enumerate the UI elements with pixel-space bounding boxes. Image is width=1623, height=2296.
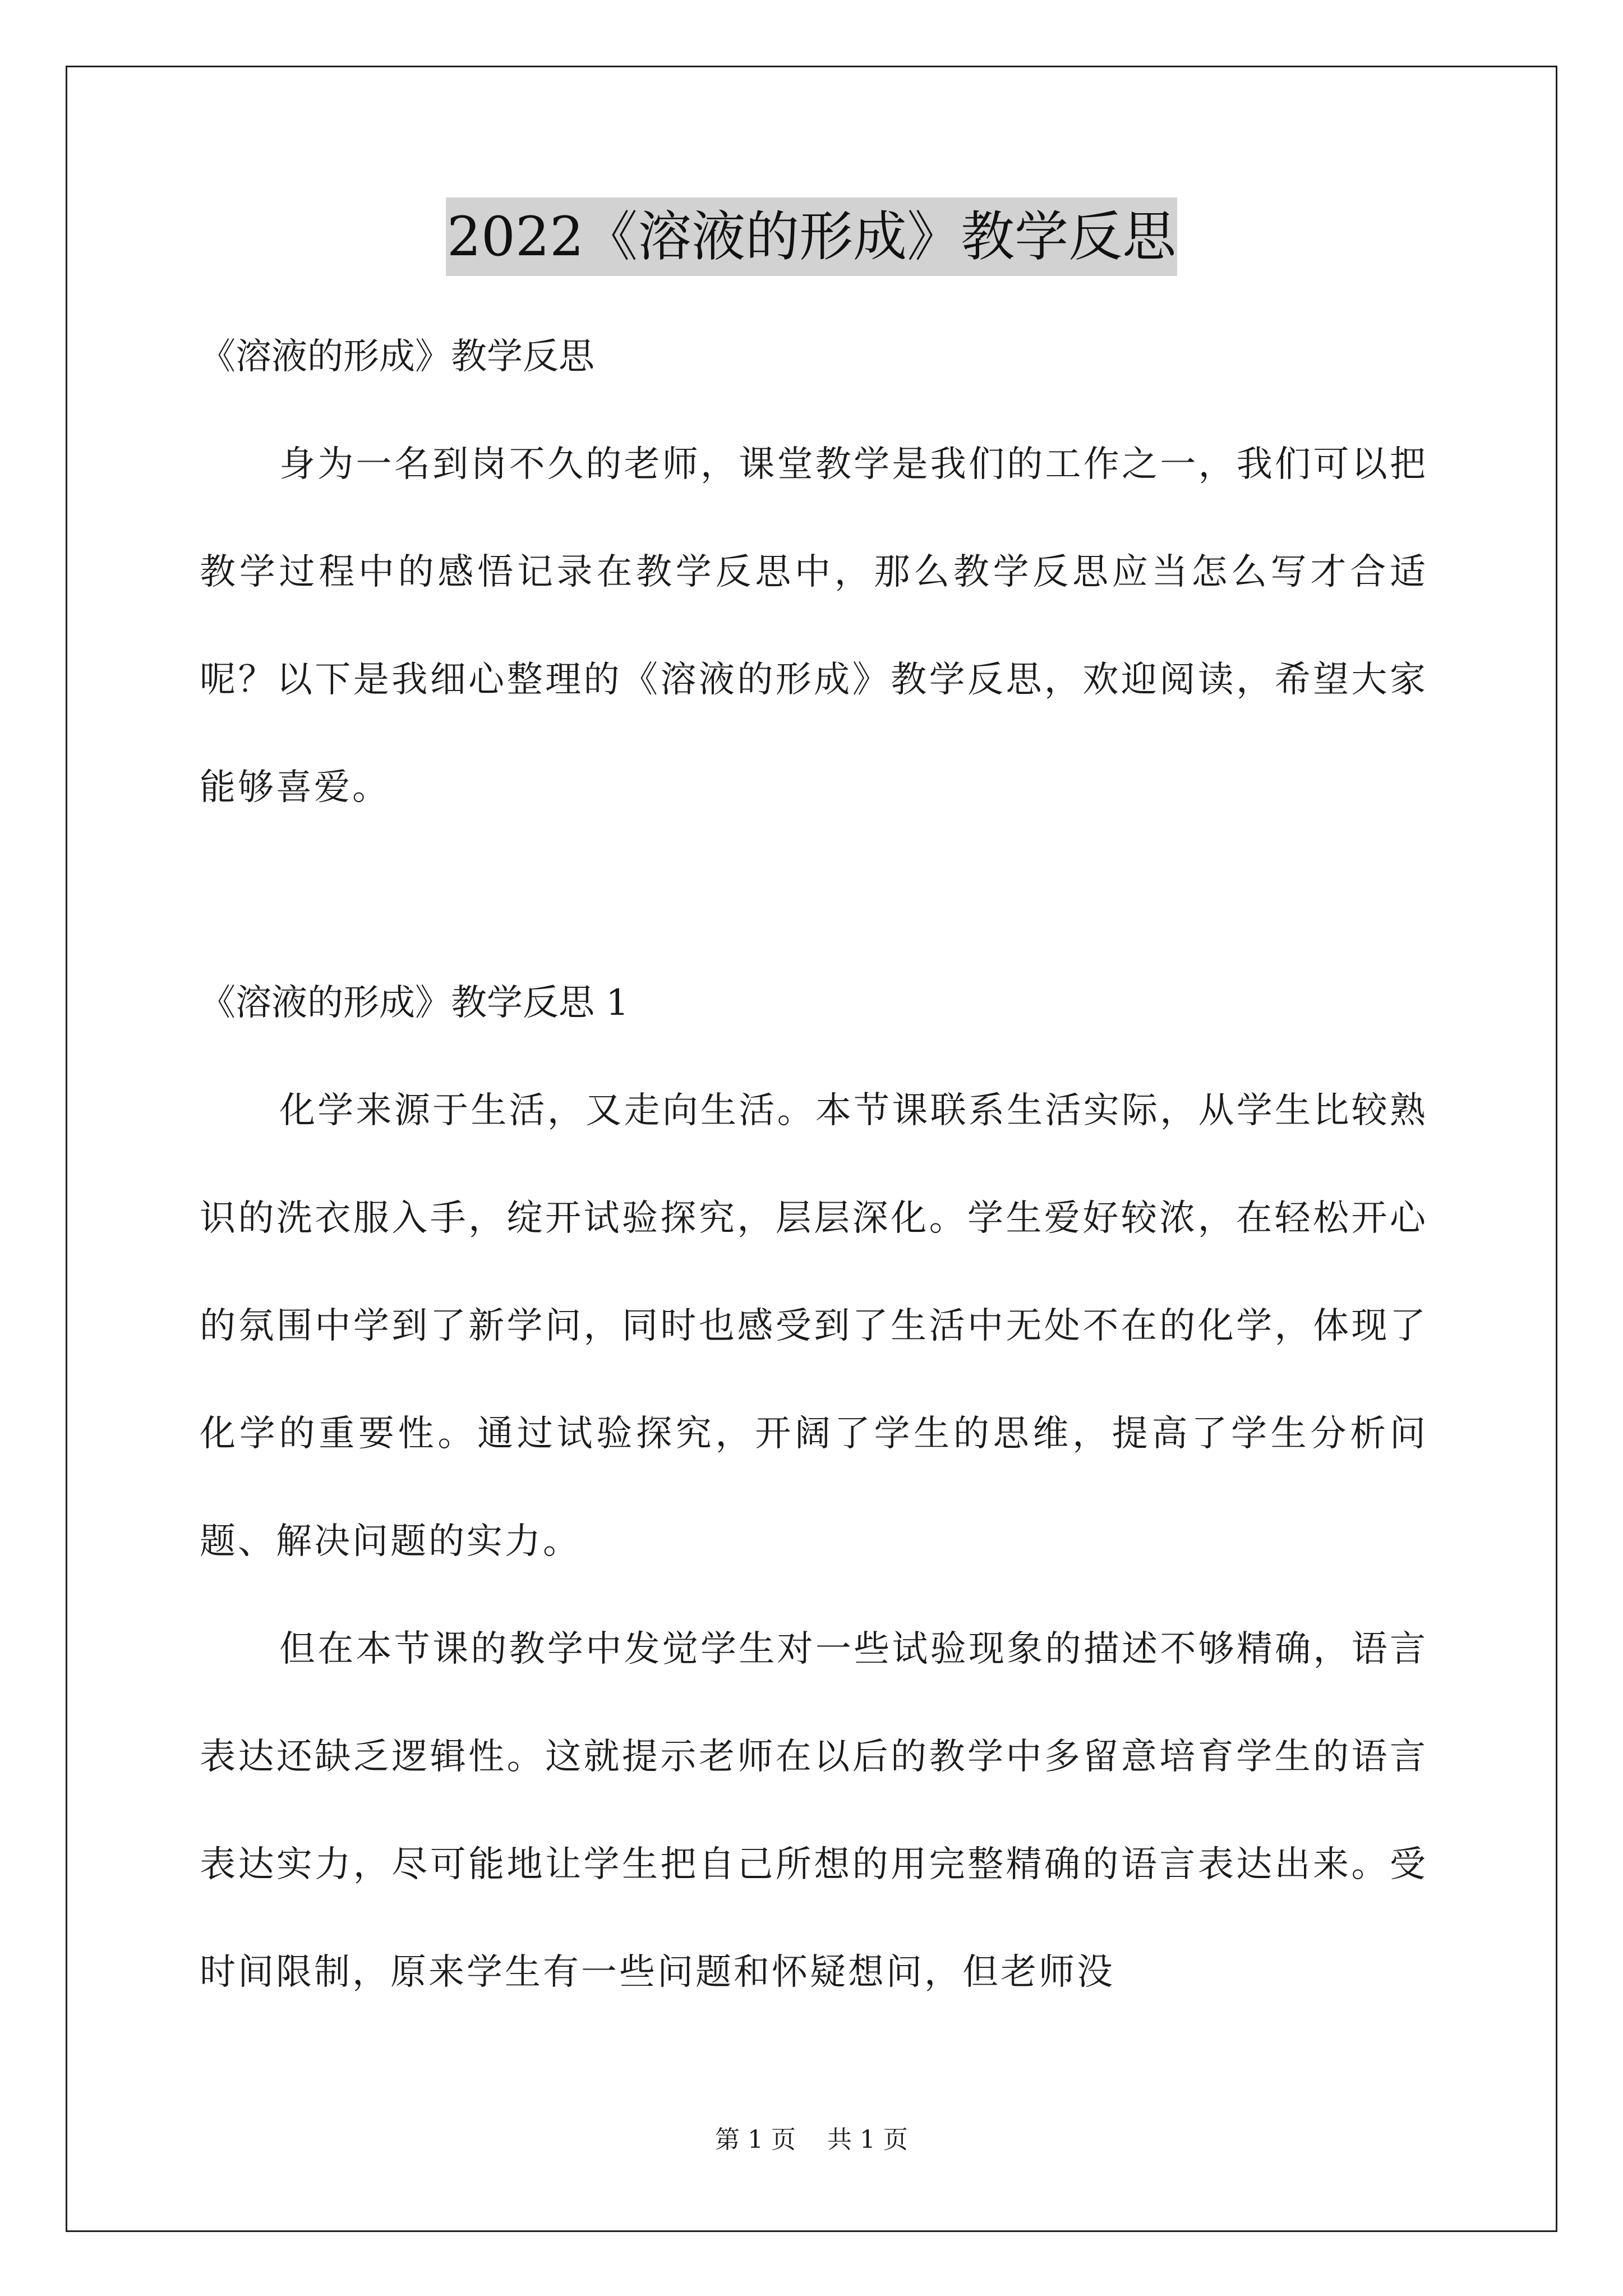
section-spacer [200,841,1428,949]
intro-paragraph: 身为一名到岗不久的老师，课堂教学是我们的工作之一，我们可以把教学过程中的感悟记录在教学反思中，那么教学反思应当怎么写才合适呢？以下是我细心整理的《溶液的形成》教学反思，欢迎阅读，希望大家能够喜爱。 [200,444,1428,808]
section1-paragraph-2: 但在本节课的教学中发觉学生对一些试验现象的描述不够精确，语言表达还缺乏逻辑性。这就提示老师在以后的教学中多留意培育学生的语言表达实力，尽可能地让学生把自己所想的用完整精确的语言表达出来。受时间限制，原来学生有一些问题和怀疑想问，但老师没 [200,1628,1428,1993]
section1-heading: 《溶液的形成》教学反思 1 [200,982,629,1024]
section1-paragraph-1: 化学来源于生活，又走向生活。本节课联系生活实际，从学生比较熟识的洗衣服入手，绽开试验探究，层层深化。学生爱好较浓，在轻松开心的氛围中学到了新学问，同时也感受到了生活中无处不在的化学，体现了化学的重要性。通过试验探究，开阔了学生的思维，提高了学生分析问题、解决问题的实力。 [200,1090,1428,1562]
title-container [0,197,1623,276]
document-title: 2022《溶液的形成》教学反思 [446,197,1177,276]
page-footer: 第 1 页 共 1 页 [715,2125,908,2154]
intro-heading: 《溶液的形成》教学反思 [200,336,594,378]
document-body [200,303,1428,2026]
